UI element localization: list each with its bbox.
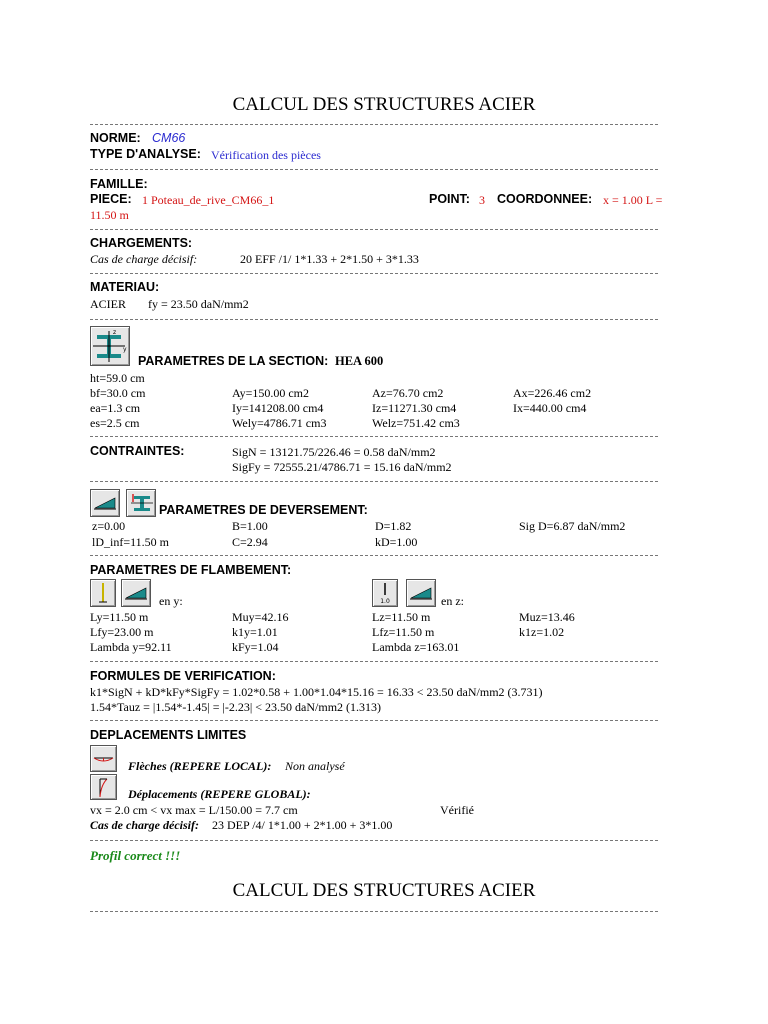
piece-label: PIECE: [90,192,132,206]
deplacements-label: DEPLACEMENTS LIMITES [90,728,247,742]
formule-line-1: k1*SigN + kD*kFy*SigFy = 1.02*0.58 + 1.00*1.04*15.16 = 16.33 < 23.50 daN/mm2 (3.731) [90,685,543,699]
section-cell: Ax=226.46 cm2 [513,386,592,400]
flambement-en-z: en z: [441,594,464,608]
section-cell: ea=1.3 cm [90,401,141,415]
deversement-cell: Sig D=6.87 daN/mm2 [519,519,626,533]
section-cell: bf=30.0 cm [90,386,146,400]
buckling-z-load-icon[interactable] [406,579,436,607]
deflection-icon[interactable] [90,745,117,772]
buckling-z-icon-label: 1.0 [380,598,390,605]
divider [90,229,658,230]
section-cell: Iz=11271.30 cm4 [372,401,457,415]
divider [90,436,658,437]
section-ht: ht=59.0 cm [90,371,145,385]
flambement-cell: k1y=1.01 [232,625,278,639]
flambement-label: PARAMETRES DE FLAMBEMENT: [90,563,292,577]
buckling-z-icon[interactable] [372,579,398,607]
materiau-fy: fy = 23.50 daN/mm2 [148,297,249,311]
divider [90,555,658,556]
coordonnee-value: x = 1.00 L = [603,193,663,207]
deplacements-global-label: Déplacements (REPERE GLOBAL): [128,787,311,801]
divider [90,319,658,320]
contraintes-label: CONTRAINTES: [90,444,185,458]
norme-value: CM66 [152,131,186,145]
section-cell: Welz=751.42 cm3 [372,416,460,430]
deversement-section-icon[interactable] [126,489,156,517]
materiau-name: ACIER [90,297,126,311]
deplacement-vx: vx = 2.0 cm < vx max = L/150.00 = 7.7 cm [90,803,298,817]
deversement-cell: z=0.00 [92,519,126,533]
formules-label: FORMULES DE VERIFICATION: [90,669,276,683]
contraintes-sigfy: SigFy = 72555.21/4786.71 = 15.16 daN/mm2 [232,460,452,474]
deversement-cell: C=2.94 [232,535,268,549]
section-profile-icon[interactable] [90,326,130,366]
flambement-cell: k1z=1.02 [519,625,565,639]
deplacement-cas-value: 23 DEP /4/ 1*1.00 + 2*1.00 + 3*1.00 [212,818,393,832]
divider [90,661,658,662]
section-cell: Ay=150.00 cm2 [232,386,309,400]
flambement-cell: Lambda y=92.11 [90,640,172,654]
deversement-label: PARAMETRES DE DEVERSEMENT: [159,503,368,517]
divider [90,720,658,721]
fleches-value: Non analysé [285,759,345,773]
deversement-cell: B=1.00 [232,519,268,533]
deversement-cell: kD=1.00 [375,535,418,549]
deversement-load-icon[interactable] [90,489,120,517]
analyse-label: TYPE D'ANALYSE: [90,147,201,161]
section-cell: Wely=4786.71 cm3 [232,416,327,430]
chargements-label: CHARGEMENTS: [90,236,193,250]
flambement-cell: Lz=11.50 m [372,610,431,624]
divider [90,124,658,125]
section-profile: HEA 600 [335,354,384,368]
deplacement-status: Vérifié [440,803,474,817]
flambement-cell: Lfz=11.50 m [372,625,435,639]
flambement-cell: Ly=11.50 m [90,610,149,624]
divider [90,169,658,170]
famille-label: FAMILLE: [90,177,148,191]
buckling-y-icon[interactable] [90,579,116,607]
divider [90,481,658,482]
deversement-cell: D=1.82 [375,519,412,533]
coordonnee-value-cont: 11.50 m [90,208,129,222]
norme-label: NORME: [90,131,141,145]
deversement-cell: lD_inf=11.50 m [92,535,169,549]
divider [90,911,658,912]
point-label: POINT: [429,192,470,206]
flambement-cell: Muz=13.46 [519,610,575,624]
flambement-cell: Lfy=23.00 m [90,625,154,639]
coordonnee-label: COORDONNEE: [497,192,593,206]
cas-charge-value: 20 EFF /1/ 1*1.33 + 2*1.50 + 3*1.33 [240,252,419,266]
divider [90,840,658,841]
fleches-label: Flèches (REPERE LOCAL): [128,759,272,773]
flambement-cell: kFy=1.04 [232,640,279,654]
buckling-y-load-icon[interactable] [121,579,151,607]
section-cell: Ix=440.00 cm4 [513,401,587,415]
analyse-value: Vérification des pièces [211,148,321,162]
section-cell: Az=76.70 cm2 [372,386,444,400]
page-title: CALCUL DES STRUCTURES ACIER [232,94,536,115]
flambement-cell: Lambda z=163.01 [372,640,460,654]
cas-charge-label: Cas de charge décisif: [90,252,198,266]
displacement-icon[interactable] [90,774,117,800]
section-label: PARAMETRES DE LA SECTION: [138,354,329,368]
point-value: 3 [479,193,485,207]
flambement-cell: Muy=42.16 [232,610,289,624]
flambement-en-y: en y: [159,594,183,608]
contraintes-sign: SigN = 13121.75/226.46 = 0.58 daN/mm2 [232,445,436,459]
section-cell: Iy=141208.00 cm4 [232,401,324,415]
page-title-repeat: CALCUL DES STRUCTURES ACIER [232,880,536,901]
materiau-label: MATERIAU: [90,280,160,294]
svg-text:y: y [123,346,127,353]
divider [90,273,658,274]
formule-line-2: 1.54*Tauz = |1.54*-1.45| = |-2.23| < 23.50 daN/mm2 (1.313) [90,700,382,714]
svg-text:z: z [113,329,117,336]
section-cell: es=2.5 cm [90,416,140,430]
deplacement-cas-label: Cas de charge décisif: [90,818,199,832]
piece-value: 1 Poteau_de_rive_CM66_1 [142,193,275,207]
result-status: Profil correct !!! [90,848,181,863]
